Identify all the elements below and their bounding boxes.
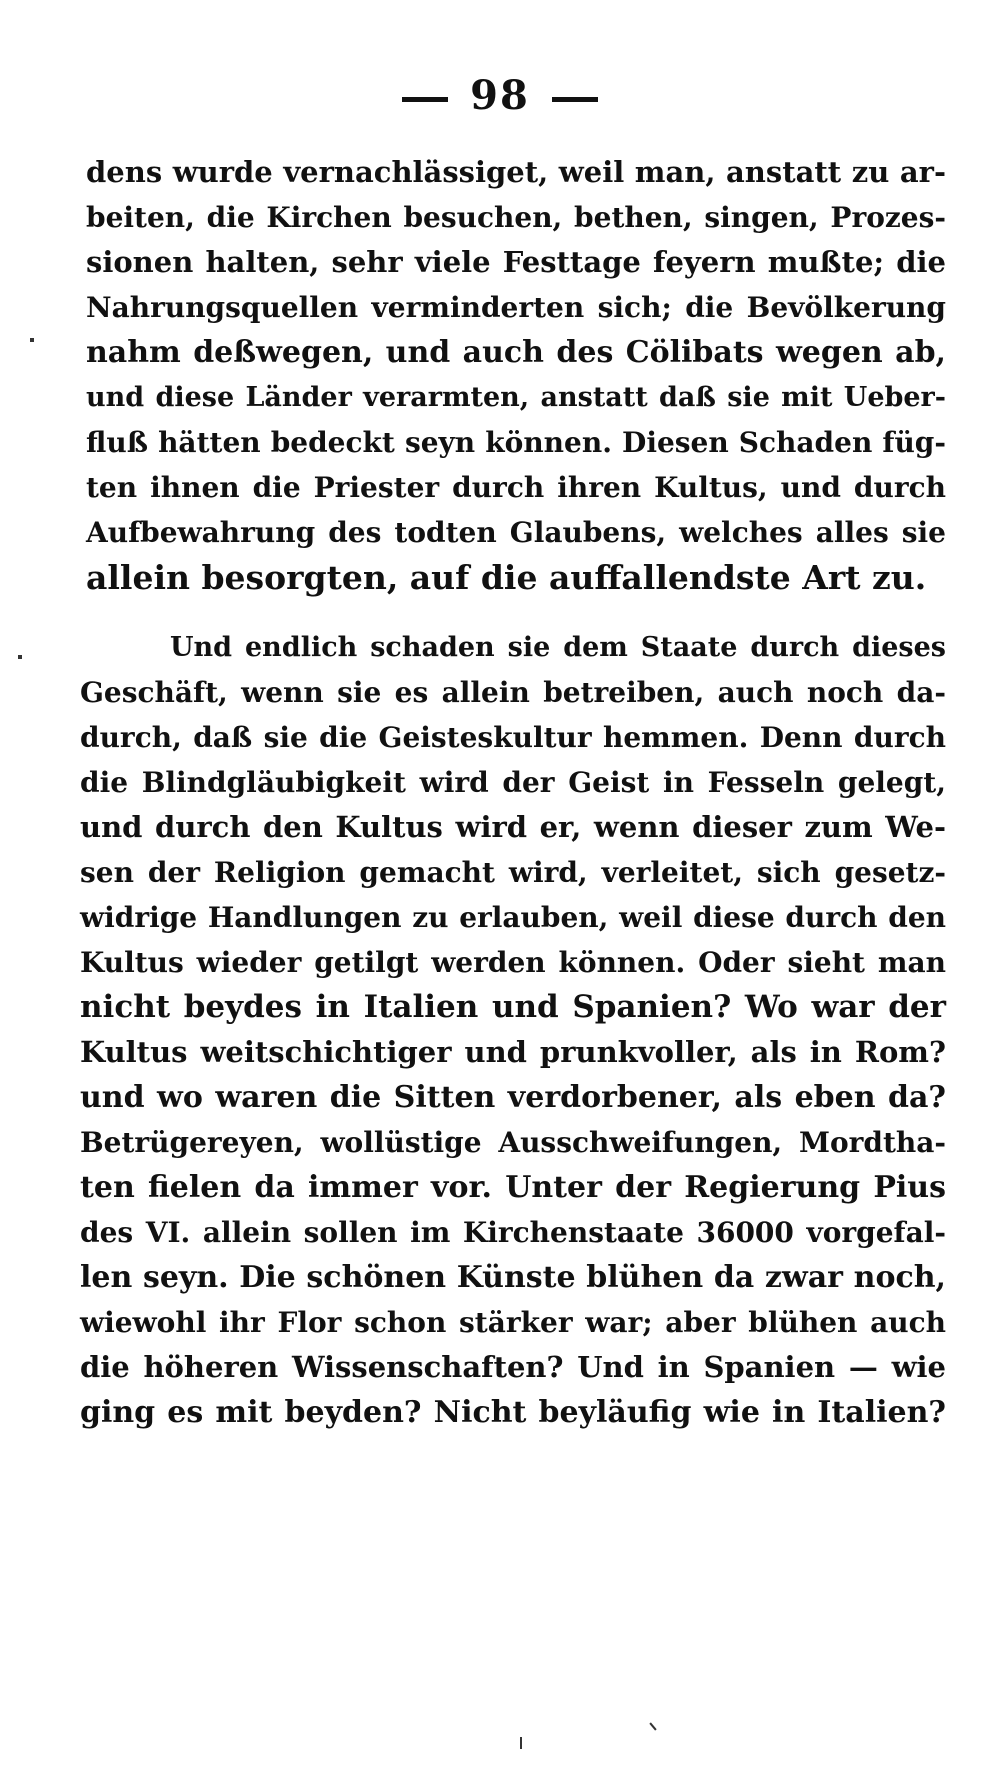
text-line: fluß hätten bedeckt seyn können. Diesen Schaden füg- bbox=[86, 426, 946, 459]
text-line: Nahrungsquellen verminderten sich; die Bevölkerung bbox=[86, 291, 946, 324]
page-header bbox=[0, 72, 1000, 119]
text-line: ging es mit beyden? Nicht beyläufig wie in Italien? bbox=[80, 1395, 946, 1430]
text-line: Und endlich schaden sie dem Staate durch dieses bbox=[170, 632, 946, 663]
paragraph-1 bbox=[86, 150, 946, 600]
scan-speck bbox=[30, 338, 34, 342]
text-line: allein besorgten, auf die auffallendste Art zu. bbox=[86, 558, 927, 597]
scan-speck bbox=[649, 1722, 656, 1730]
header-dash-right bbox=[552, 97, 598, 102]
text-line: Aufbewahrung des todten Glaubens, welches alles sie bbox=[86, 516, 946, 549]
text-line: und wo waren die Sitten verdorbener, als eben da? bbox=[80, 1080, 946, 1115]
text-line: Geschäft, wenn sie es allein betreiben, auch noch da- bbox=[80, 676, 946, 709]
text-line: die höheren Wissenschaften? Und in Spanien — wie bbox=[80, 1350, 946, 1384]
text-line: sionen halten, sehr viele Festtage feyern mußte; die bbox=[86, 245, 946, 279]
paragraph-2 bbox=[80, 625, 946, 1435]
text-line: und durch den Kultus wird er, wenn dieser zum We- bbox=[80, 810, 946, 844]
text-line: Betrügereyen, wollüstige Ausschweifungen, Mordtha- bbox=[80, 1126, 946, 1159]
text-line: und diese Länder verarmten, anstatt daß sie mit Ueber- bbox=[86, 382, 946, 413]
page-number: 98 bbox=[470, 72, 530, 119]
text-line: sen der Religion gemacht wird, verleitet, sich gesetz- bbox=[80, 856, 946, 889]
text-line: widrige Handlungen zu erlauben, weil diese durch den bbox=[80, 901, 946, 934]
text-line: nicht beydes in Italien und Spanien? Wo war der bbox=[80, 989, 946, 1025]
text-line: len seyn. Die schönen Künste blühen da zwar noch, bbox=[80, 1260, 946, 1295]
text-line: Kultus wieder getilgt werden können. Oder sieht man bbox=[80, 946, 946, 979]
text-line: des VI. allein sollen im Kirchenstaate 36000 vorgefal- bbox=[80, 1216, 946, 1249]
text-line: durch, daß sie die Geisteskultur hemmen. Denn durch bbox=[80, 721, 946, 754]
text-line: dens wurde vernachlässiget, weil man, anstatt zu ar- bbox=[86, 155, 946, 189]
text-line: ten ihnen die Priester durch ihren Kultus, und durch bbox=[86, 471, 946, 504]
text-line: wiewohl ihr Flor schon stärker war; aber blühen auch bbox=[80, 1306, 946, 1339]
header-dash-left bbox=[402, 97, 448, 102]
text-line: ten fielen da immer vor. Unter der Regierung Pius bbox=[80, 1170, 946, 1205]
text-line: nahm deßwegen, und auch des Cölibats wegen ab, bbox=[86, 335, 946, 370]
text-line: beiten, die Kirchen besuchen, bethen, singen, Prozes- bbox=[86, 201, 946, 234]
scan-speck bbox=[520, 1737, 522, 1749]
text-line: Kultus weitschichtiger und prunkvoller, als in Rom? bbox=[80, 1035, 946, 1069]
text-line: die Blindgläubigkeit wird der Geist in Fesseln gelegt, bbox=[80, 766, 946, 799]
scan-speck bbox=[18, 655, 22, 659]
